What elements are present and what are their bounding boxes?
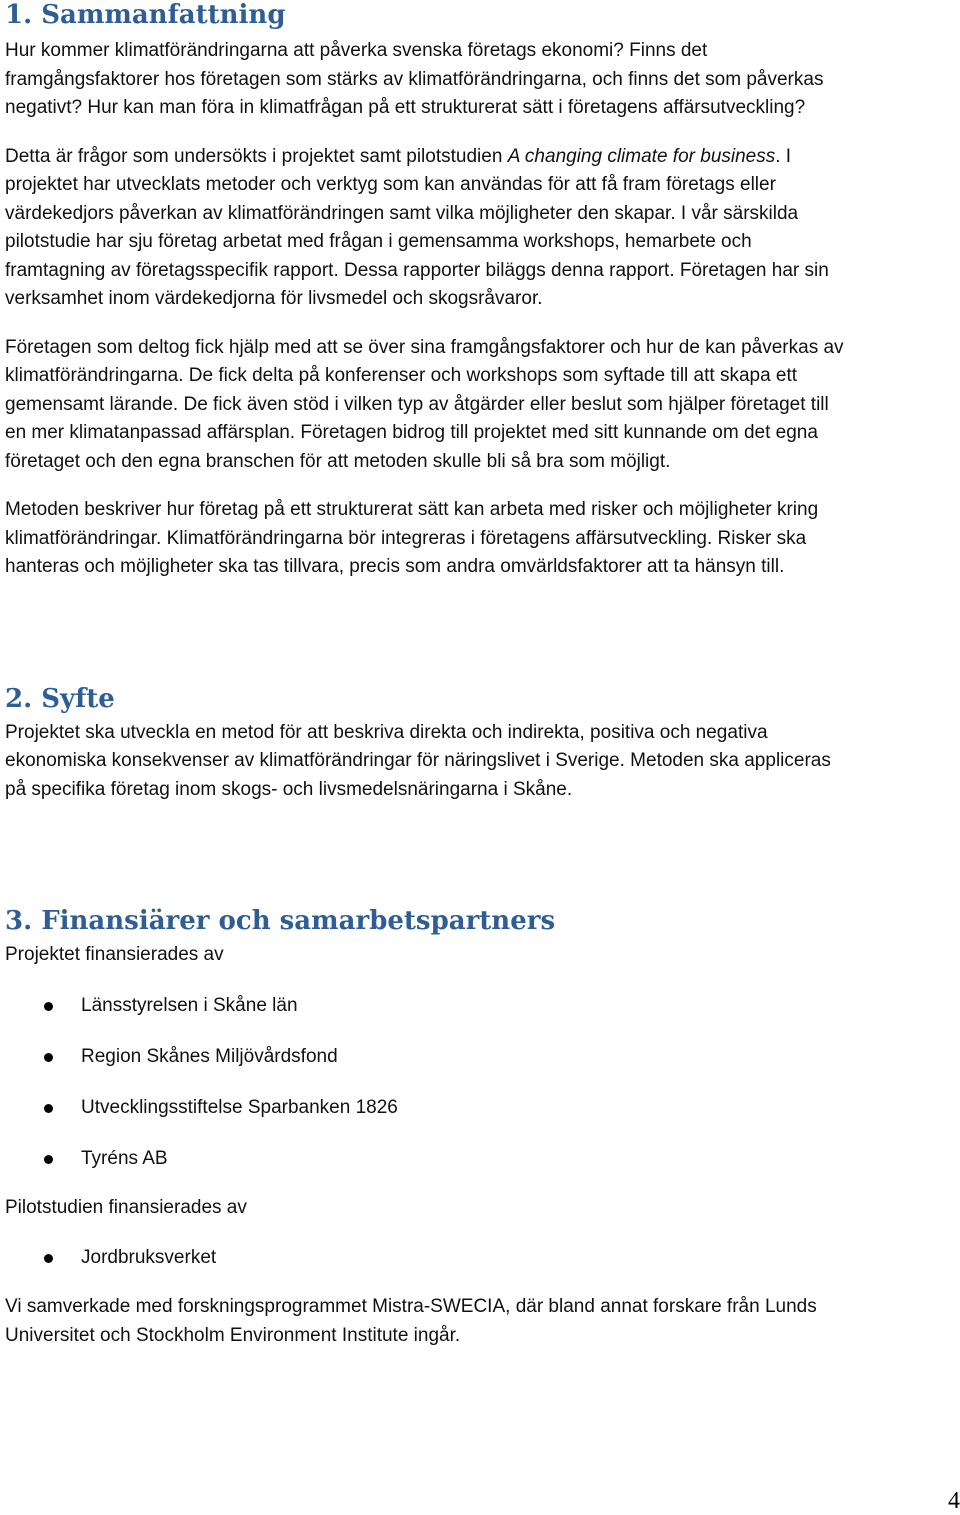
- text-line: verksamhet inom värdekedjorna för livsmedel och skogsråvaror.: [5, 288, 543, 309]
- text-line: hanteras och möjligheter ska tas tillvara, precis som andra omvärldsfaktorer att ta hänsyn till.: [5, 556, 785, 577]
- list-item: [5, 1244, 950, 1293]
- text-line: en mer klimatanpassad affärsplan. Företagen bidrog till projektet med sitt kunnande om det egna: [5, 422, 818, 443]
- paragraph-project-description: [5, 143, 950, 314]
- paragraph-collaboration: [5, 1293, 950, 1350]
- list-item: [5, 1145, 950, 1194]
- bullet-icon: [44, 1104, 53, 1113]
- list-item: [5, 1043, 950, 1094]
- text-line: Metoden beskriver hur företag på ett strukturerat sätt kan arbeta med risker och möjligheter kring: [5, 499, 819, 520]
- paragraph-purpose: [5, 719, 950, 805]
- page-number: 4: [948, 1488, 960, 1514]
- paragraph-participants: [5, 334, 950, 477]
- text-line: företaget och den egna branschen för att metoden skulle bli så bra som möjligt.: [5, 450, 671, 472]
- pilot-funders-list: [5, 1244, 950, 1293]
- text-line: klimatförändringarna. De fick delta på konferenser och workshops som syftade till att skapa ett: [5, 365, 798, 386]
- section-heading-finansiarer: 3. Finansiärer och samarbetspartners: [5, 906, 556, 936]
- text-span: Detta är frågor som undersökts i projektet samt pilotstudien: [5, 145, 508, 167]
- text-line: Universitet och Stockholm Environment Institute ingår.: [5, 1324, 461, 1346]
- text-span: . I: [775, 145, 792, 167]
- text-line: framtagning av företagsspecifik rapport. Dessa rapporter biläggs denna rapport. Företagen har sin: [5, 259, 829, 281]
- text-line: Företagen som deltog fick hjälp med att se över sina framgångsfaktorer och hur de kan påverkas av: [5, 336, 844, 358]
- bullet-icon: [44, 1053, 53, 1062]
- document-page: [5, 0, 950, 1350]
- funders-intro: Projektet finansierades av: [5, 944, 224, 965]
- bullet-icon: [44, 1155, 53, 1164]
- bullet-icon: [44, 1254, 53, 1263]
- text-line: klimatförändringar. Klimatförändringarna bör integreras i företagens affärsutveckling. Risker ska: [5, 527, 807, 549]
- list-item-label: Länsstyrelsen i Skåne län: [81, 994, 298, 1016]
- list-item-label: Region Skånes Miljövårdsfond: [81, 1045, 338, 1067]
- paragraph-intro-questions: [5, 37, 950, 123]
- text-line: gemensamt lärande. De fick även stöd i vilken typ av åtgärder eller beslut som hjälper företaget till: [5, 393, 829, 415]
- text-line: på specifika företag inom skogs- och livsmedelsnäringarna i Skåne.: [5, 778, 573, 800]
- text-line: [5, 143, 950, 172]
- text-line: projektet har utvecklats metoder och verktyg som kan användas för att få fram företags eller: [5, 174, 776, 195]
- section-heading-syfte: 2. Syfte: [5, 683, 115, 714]
- list-item: [5, 992, 950, 1043]
- list-item: [5, 1094, 950, 1145]
- section-heading-sammanfattning: 1. Sammanfattning: [5, 0, 286, 30]
- text-line: Hur kommer klimatförändringarna att påverka svenska företags ekonomi? Finns det: [5, 40, 708, 61]
- funders-list: [5, 992, 950, 1194]
- list-item-label: Utvecklingsstiftelse Sparbanken 1826: [81, 1096, 398, 1118]
- paragraph-method: [5, 496, 950, 582]
- text-line: Vi samverkade med forskningsprogrammet Mistra-SWECIA, där bland annat forskare från Lunds: [5, 1296, 817, 1317]
- bullet-icon: [44, 1002, 53, 1011]
- text-line: Projektet ska utveckla en metod för att beskriva direkta och indirekta, positiva och negativa: [5, 721, 768, 743]
- text-line: framgångsfaktorer hos företagen som stärks av klimatförändringarna, och finns det som påverkas: [5, 68, 824, 90]
- study-title-italic: A changing climate for business: [507, 145, 776, 167]
- list-item-label: Tyréns AB: [81, 1147, 168, 1169]
- text-line: negativt? Hur kan man föra in klimatfrågan på ett strukturerat sätt i företagens affärsutveckling?: [5, 97, 806, 118]
- text-line: pilotstudie har sju företag arbetat med frågan i gemensamma workshops, hemarbete och: [5, 231, 752, 252]
- pilot-funders-intro: Pilotstudien finansierades av: [5, 1196, 247, 1218]
- list-item-label: Jordbruksverket: [81, 1247, 217, 1268]
- text-line: värdekedjors påverkan av klimatförändringen samt vilka möjligheter den skapar. I vår särskilda: [5, 202, 799, 224]
- text-line: ekonomiska konsekvenser av klimatförändringar för näringslivet i Sverige. Metoden ska appliceras: [5, 750, 831, 771]
